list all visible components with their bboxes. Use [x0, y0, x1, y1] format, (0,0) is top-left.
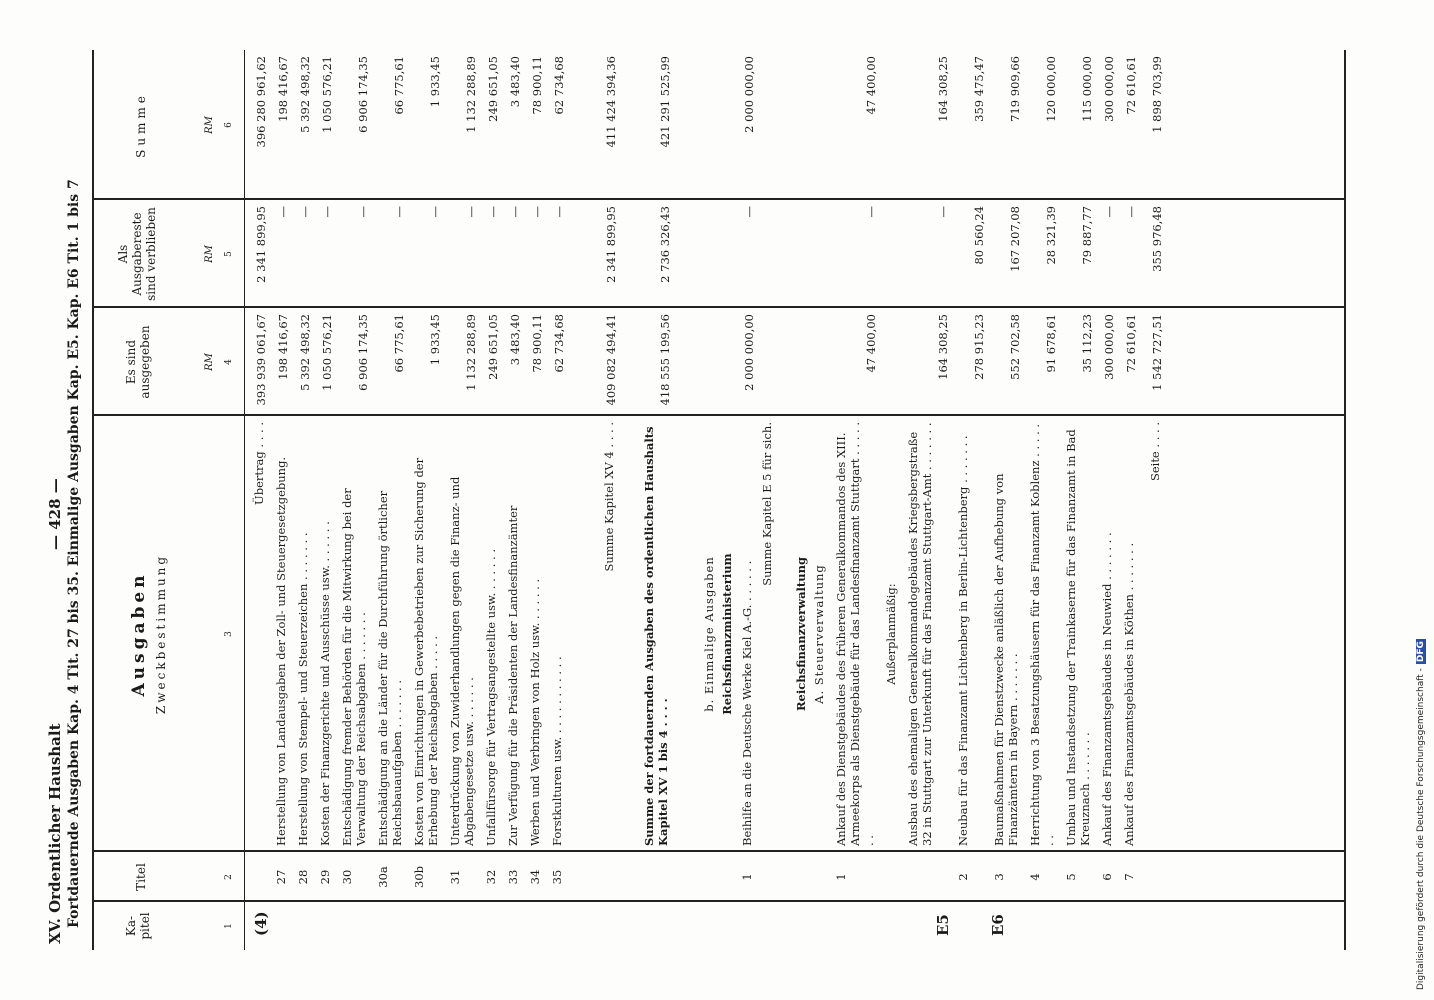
amount-remaining: 2 341 899,95 [604, 206, 618, 283]
amount-remaining: — [552, 206, 566, 218]
amount-spent: 47 400,00 [864, 314, 878, 373]
amount-remaining: 28 321,39 [1044, 206, 1058, 265]
titel-cell: 3 [992, 873, 1006, 881]
amount-remaining: — [508, 206, 522, 218]
amount-total: 421 291 525,99 [658, 56, 672, 148]
col-num-1: 1 [224, 923, 234, 929]
row-text: Baumaßnahmen für Dienstzwecke anläßlich der Aufhebung von Finanzämtern in Bayern . . . . . . . [992, 473, 1020, 846]
e5-heading-2: Reichsfinanzministerium [720, 553, 734, 715]
amount-total: 411 424 394,36 [604, 56, 618, 148]
amount-spent: 198 416,67 [276, 314, 290, 380]
amount-spent: 72 610,61 [1124, 314, 1138, 373]
amount-spent: 409 082 494,41 [604, 314, 618, 406]
row-text: Beihilfe an die Deutsche Werke Kiel A.-G. . . . . . . [740, 560, 754, 846]
titel-cell: 5 [1064, 873, 1078, 881]
amount-total: 66 775,61 [392, 56, 406, 115]
budget-table [92, 50, 1346, 950]
row-text: Herstellung von Landausgaben der Zoll- und Steuergesetzgebung. [274, 456, 288, 846]
titel-cell: 4 [1028, 873, 1042, 881]
col-ausgegeben-header: Es sind ausgegeben [124, 325, 152, 399]
titel-cell: 27 [274, 869, 288, 885]
kapitel-mark-e5: E5 [934, 914, 952, 936]
row-text: Herstellung von Stempel- und Steuerzeichen . . . . . . . [296, 532, 310, 846]
amount-total: 2 000 000,00 [742, 56, 756, 133]
amount-remaining: — [428, 206, 442, 218]
row-text: Seite . . . . [1148, 422, 1162, 482]
col-ausgabereste-header: Als Ausgabereste sind verblieben [116, 207, 158, 301]
amount-remaining: — [486, 206, 500, 218]
amount-total: 1 050 576,21 [320, 56, 334, 133]
titel-cell: 30 [340, 869, 354, 885]
col-titel-header: Titel [134, 863, 148, 891]
amount-spent: 300 000,00 [1102, 314, 1116, 380]
row-text: Entschädigung an die Länder für die Durchführung örtlicher Reichsbauaufgaben . . . . . . . [376, 490, 404, 846]
amount-spent: 78 900,11 [530, 314, 544, 373]
amount-spent: 3 483,40 [508, 314, 522, 366]
col-num-3: 3 [224, 631, 234, 637]
amount-remaining: — [298, 206, 312, 218]
amount-remaining: 167 207,08 [1008, 206, 1022, 272]
page-header [40, 50, 92, 950]
amount-remaining: — [530, 206, 544, 218]
titel-cell: 35 [550, 869, 564, 885]
amount-spent: 278 915,23 [972, 314, 986, 380]
e6-heading-2: A. Steuerverwaltung [812, 564, 826, 704]
titel-cell: 34 [528, 869, 542, 885]
amount-total: 396 280 961,62 [254, 56, 268, 148]
titel-cell: 1 [834, 873, 848, 881]
col-num-5: 5 [224, 251, 234, 257]
amount-total: 249 651,05 [486, 56, 500, 122]
amount-remaining: — [864, 206, 878, 218]
amount-remaining: — [464, 206, 478, 218]
amount-total: 78 900,11 [530, 56, 544, 115]
col-unit-b: RM [204, 245, 215, 263]
row-text: Kosten von Einrichtungen in Gewerbebetrieben zur Sicherung der Erhebung der Reichsabgaben . . . . . [412, 457, 440, 846]
e5-sum: Summe Kapitel E 5 für sich. [760, 422, 774, 586]
amount-total: 719 909,66 [1008, 56, 1022, 122]
amount-remaining: 80 560,24 [972, 206, 986, 265]
row-text: Übertrag . . . . [252, 422, 266, 505]
section-title: XV. Ordentlicher Haushalt [46, 723, 64, 944]
amount-remaining: 2 736 326,43 [658, 206, 672, 283]
amount-spent: 1 132 288,89 [464, 314, 478, 391]
dfg-badge: DFG [1416, 641, 1426, 663]
amount-total: 115 000,00 [1080, 56, 1094, 122]
col-kapitel-header: Ka- pitel [124, 912, 152, 940]
amount-total: 164 308,25 [936, 56, 950, 122]
e6-heading-1: Reichsfinanzverwaltung [794, 557, 808, 711]
amount-spent: 249 651,05 [486, 314, 500, 380]
col-unit-c: RM [204, 116, 215, 134]
titel-cell: 2 [956, 873, 970, 881]
amount-total: 359 475,47 [972, 56, 986, 122]
row-text: Entschädigung fremder Behörden für die Mitwirkung bei der Verwaltung der Reichsabgaben . . . . . . . [340, 488, 368, 846]
page-number: — 428 — [46, 478, 64, 550]
amount-spent: 1 933,45 [428, 314, 442, 366]
amount-remaining: — [742, 206, 756, 218]
row-text: Kosten der Finanzgerichte und Ausschüsse usw. . . . . . . [318, 521, 332, 846]
amount-remaining: — [936, 206, 950, 218]
row-text: Forstkulturen usw. . . . . . . . . . . . [550, 656, 564, 846]
titel-cell: 7 [1122, 873, 1136, 881]
amount-spent: 2 000 000,00 [742, 314, 756, 391]
titel-cell: 29 [318, 869, 332, 885]
amount-spent: 5 392 498,32 [298, 314, 312, 391]
amount-remaining: — [320, 206, 334, 218]
amount-total: 3 483,40 [508, 56, 522, 108]
row-text: Zur Verfügung für die Präsidenten der Landesfinanzämter [506, 505, 520, 846]
col-ausgaben-header: Ausgaben [129, 571, 149, 697]
col-unit-a: RM [204, 353, 215, 371]
amount-spent: 552 702,58 [1008, 314, 1022, 380]
rotated-table-page [40, 50, 1390, 950]
amount-remaining: 355 976,48 [1150, 206, 1164, 272]
amount-total: 1 898 703,99 [1150, 56, 1164, 133]
amount-total: 1 933,45 [428, 56, 442, 108]
col-zweck-header: Zweckbestimmung [154, 553, 168, 715]
row-text: Herrichtung von 3 Besatzungshäusern für das Finanzamt Koblenz . . . . . . . [1028, 423, 1056, 846]
row-text: Summe Kapitel XV 4 . . . . [602, 422, 616, 572]
row-text: Unfallfürsorge für Vertragsangestellte usw. . . . . . . [484, 549, 498, 846]
row-text: Neubau für das Finanzamt Lichtenberg in Berlin-Lichtenberg . . . . . . . [956, 435, 970, 846]
amount-total: 300 000,00 [1102, 56, 1116, 122]
amount-remaining: — [1102, 206, 1116, 218]
amount-total: 47 400,00 [864, 56, 878, 115]
row-text: Unterdrückung von Zuwiderhandlungen gegen die Finanz- und Abgabengesetze usw. . . . . . . [448, 476, 476, 846]
titel-cell: 33 [506, 869, 520, 885]
amount-remaining: — [1124, 206, 1138, 218]
row-text: Ankauf des Dienstgebäudes des früheren Generalkommandos des XIII. Armeekorps als Dienstgebäude für das Landesfinanzamt Stuttgart . . . . . . . [834, 421, 876, 846]
titel-cell: 32 [484, 869, 498, 885]
amount-spent: 66 775,61 [392, 314, 406, 373]
amount-total: 72 610,61 [1124, 56, 1138, 115]
amount-total: 198 416,67 [276, 56, 290, 122]
amount-total: 5 392 498,32 [298, 56, 312, 133]
kapitel-mark-4: (4) [252, 911, 270, 936]
digitization-note [1416, 639, 1426, 990]
titel-cell: 1 [740, 873, 754, 881]
amount-total: 62 734,68 [552, 56, 566, 115]
row-text: Ankauf des Finanzamtsgebäudes in Köthen . . . . . . . [1122, 542, 1136, 846]
titel-cell: 31 [448, 869, 462, 885]
kapitel-mark-e6: E6 [989, 914, 1007, 936]
amount-spent: 164 308,25 [936, 314, 950, 380]
col-num-6: 6 [224, 122, 234, 128]
amount-spent: 6 906 174,35 [356, 314, 370, 391]
titel-cell: 6 [1100, 873, 1114, 881]
amount-remaining: — [276, 206, 290, 218]
amount-spent: 393 939 061,67 [254, 314, 268, 406]
amount-spent: 62 734,68 [552, 314, 566, 373]
col-summe-header: Summe [134, 92, 148, 158]
row-text: Summe der fortdauernden Ausgaben des ordentlichen Haushalts Kapitel XV 1 bis 4 . . . . [642, 426, 670, 846]
row-text: Ankauf des Finanzamtsgebäudes in Neuwied . . . . . . . [1100, 532, 1114, 846]
section-subtitle: Fortdauernde Ausgaben Kap. 4 Tit. 27 bis 35. Einmalige Ausgaben Kap. E5. Kap. E6 Tit. 1 bis 7 [66, 179, 82, 928]
col-num-4: 4 [224, 359, 234, 365]
amount-remaining: 79 887,77 [1080, 206, 1094, 265]
amount-spent: 1 050 576,21 [320, 314, 334, 391]
titel-cell: 30a [376, 866, 390, 888]
row-text: Außerplanmäßig: [884, 583, 898, 685]
digitization-text: Digitalisierung gefördert durch die Deutsche Forschungsgemeinschaft - [1416, 668, 1426, 990]
e5-heading-1: b. Einmalige Ausgaben [702, 556, 716, 712]
amount-remaining: — [392, 206, 406, 218]
amount-remaining: — [356, 206, 370, 218]
amount-spent: 418 555 199,56 [658, 314, 672, 406]
amount-spent: 35 112,23 [1080, 314, 1094, 373]
amount-spent: 1 542 727,51 [1150, 314, 1164, 391]
amount-total: 1 132 288,89 [464, 56, 478, 133]
amount-remaining: 2 341 899,95 [254, 206, 268, 283]
amount-total: 6 906 174,35 [356, 56, 370, 133]
row-text: Ausbau des ehemaligen Generalkommandogebäudes Kriegsbergstraße 32 in Stuttgart zur Unterkunft für das Finanzamt Stuttgart-Amt . . . . . . . [906, 422, 934, 846]
col-num-2: 2 [224, 874, 234, 880]
row-text: Umbau und Instandsetzung der Trainkaserne für das Finanzamt in Bad Kreuznach . . . . . . . [1064, 429, 1092, 846]
amount-spent: 91 678,61 [1044, 314, 1058, 373]
row-text: Werben und Verbringen von Holz usw. . . . . . . [528, 578, 542, 846]
titel-cell: 30b [412, 866, 426, 888]
titel-cell: 28 [296, 869, 310, 885]
amount-total: 120 000,00 [1044, 56, 1058, 122]
